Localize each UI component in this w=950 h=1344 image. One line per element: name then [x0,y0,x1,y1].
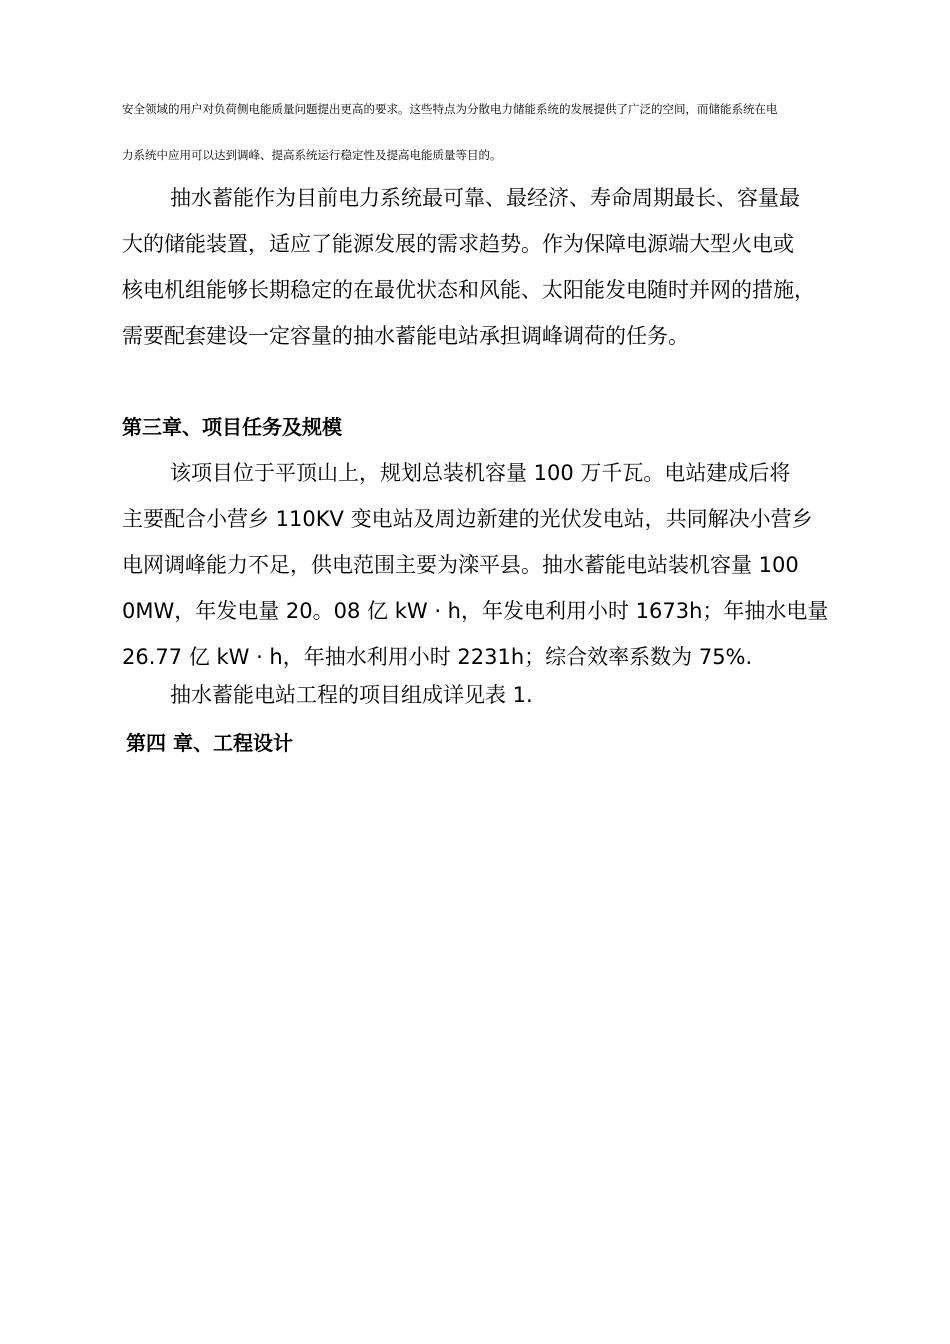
intro-line-1: 安全领域的用户对负荷侧电能质量问题提出更高的要求。这些特点为分散电力储能系统的发展提供了广泛的空间，而储能系统在电 [122,102,778,116]
paragraph1-line-1: 抽水蓄能作为目前电力系统最可靠、最经济、寿命周期最长、容量最 [170,186,800,210]
chapter3-line-2: 主要配合小营乡 110KV 变电站及周边新建的光伏发电站，共同解决小营乡 [122,507,813,531]
chapter3-line-5: 26.77 亿 kW · h，年抽水利用小时 2231h；综合效率系数为 75%. [122,645,753,669]
chapter3-line-6: 抽水蓄能电站工程的项目组成详见表 1. [170,683,533,707]
chapter3-line-4: 0MW，年发电量 20。08 亿 kW · h，年发电利用小时 1673h；年抽水电量 [122,599,829,623]
paragraph1-line-2: 大的储能装置，适应了能源发展的需求趋势。作为保障电源端大型火电或 [122,232,794,256]
chapter3-line-3: 电网调峰能力不足，供电范围主要为滦平县。抽水蓄能电站装机容量 100 [122,553,799,577]
chapter4-heading: 第四 章、工程设计 [126,731,293,755]
chapter3-line-1: 该项目位于平顶山上，规划总装机容量 100 万千瓦。电站建成后将 [170,461,791,485]
chapter3-heading: 第三章、项目任务及规模 [122,415,342,439]
paragraph1-line-3: 核电机组能够长期稳定的在最优状态和风能、太阳能发电随时并网的措施， [122,278,815,302]
intro-line-2: 力系统中应用可以达到调峰、提高系统运行稳定性及提高电能质量等目的。 [122,148,502,162]
paragraph1-line-4: 需要配套建设一定容量的抽水蓄能电站承担调峰调荷的任务。 [122,324,689,348]
